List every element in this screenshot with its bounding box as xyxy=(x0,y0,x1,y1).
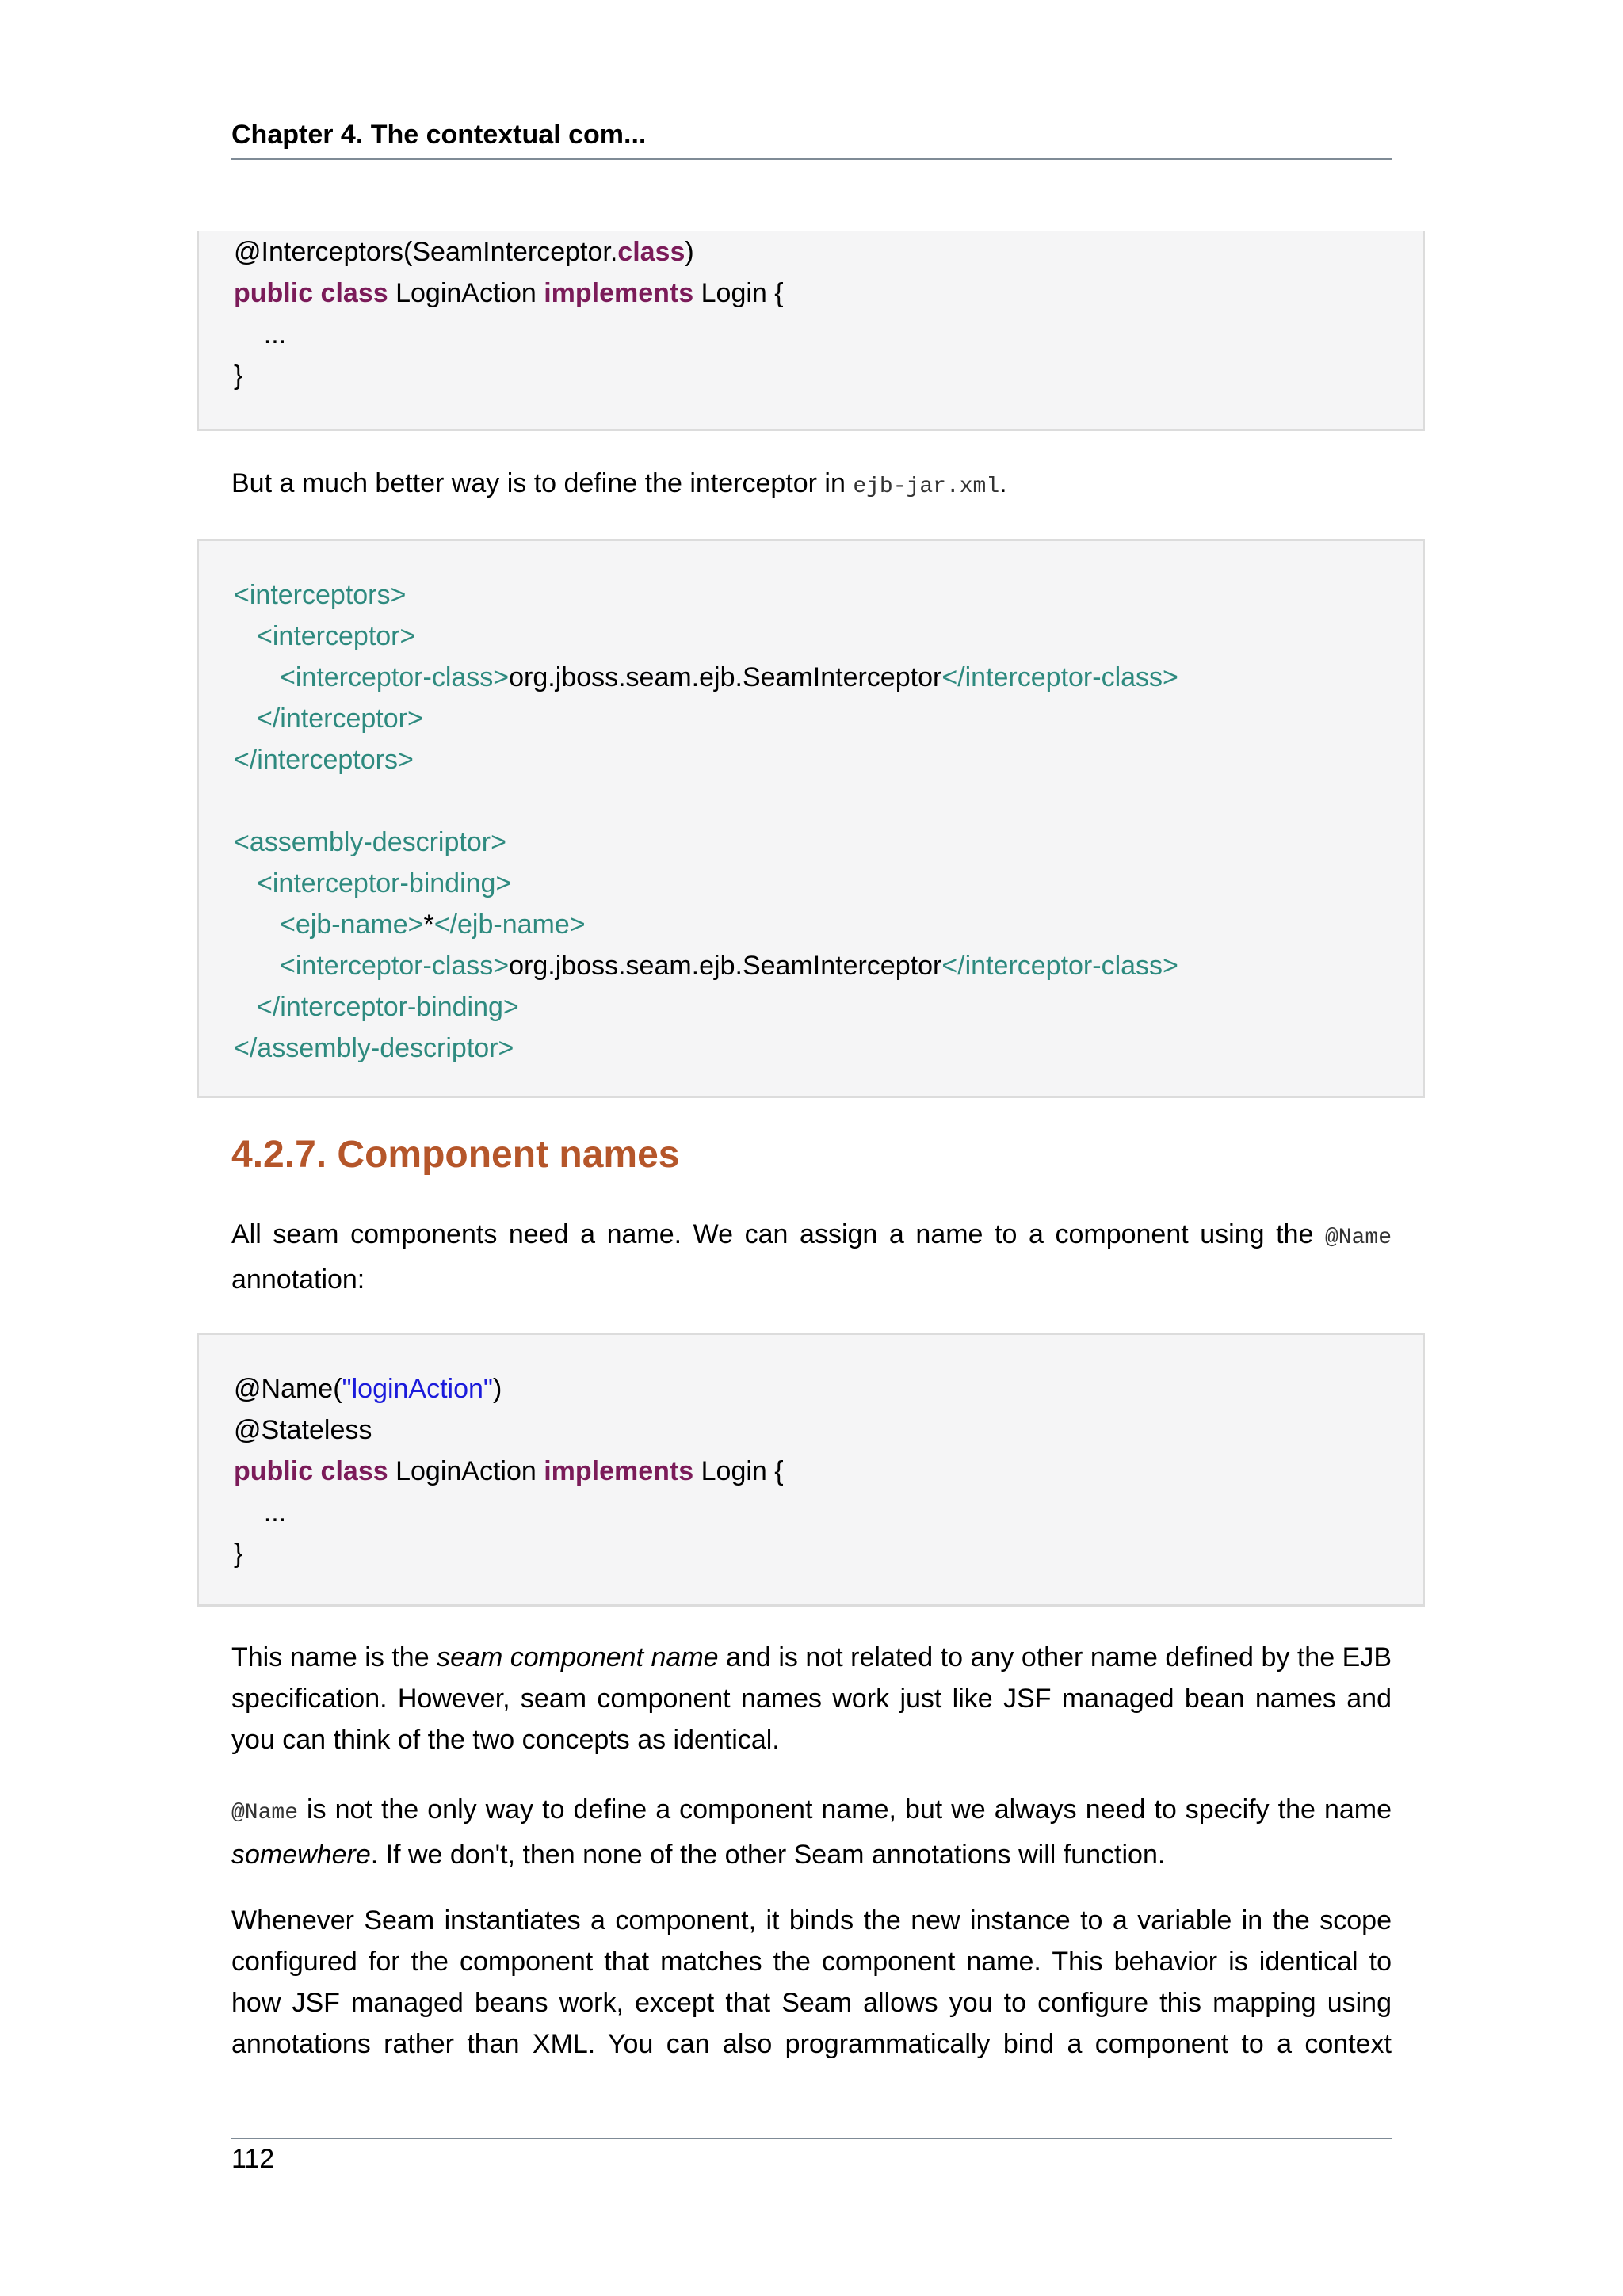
code-line: </interceptors> xyxy=(234,745,414,775)
code-line: @Interceptors(SeamInterceptor.class) xyxy=(234,237,694,267)
inline-code: @Name xyxy=(1324,1226,1392,1250)
paragraph-name-requirement: @Name is not the only way to define a component name, but we always need to specify the name somewhere. If we don't, then none of the other Seam annotations will function. xyxy=(231,1794,1392,1870)
code-line: } xyxy=(234,1539,243,1569)
code-line: ... xyxy=(234,1497,287,1527)
paragraph-interceptor-xml: But a much better way is to define the interceptor in ejb-jar.xml. xyxy=(231,468,1007,499)
code-line: @Stateless xyxy=(234,1415,372,1445)
inline-code: ejb-jar.xml xyxy=(853,475,1000,499)
code-line: <interceptor-class>org.jboss.seam.ejb.SeamInterceptor</interceptor-class> xyxy=(280,662,1178,692)
code-line: <interceptor-class>org.jboss.seam.ejb.SeamInterceptor</interceptor-class> xyxy=(280,951,1178,981)
running-header xyxy=(231,117,1392,160)
section-heading: 4.2.7. Component names xyxy=(231,1134,680,1176)
code-line: public class LoginAction implements Login { xyxy=(234,1456,784,1486)
code-line: @Name("loginAction") xyxy=(234,1374,502,1404)
page-number: 112 xyxy=(231,2144,275,2174)
inline-code: @Name xyxy=(231,1801,299,1825)
code-block-ejb-jar-xml xyxy=(197,539,1425,1098)
code-line: </interceptor> xyxy=(257,704,423,734)
code-line: <interceptor> xyxy=(257,621,416,651)
code-line: <interceptors> xyxy=(234,580,407,610)
paragraph-name-annotation: All seam components need a name. We can assign a name to a component using the @Name annotation: xyxy=(231,1219,1392,1295)
code-block-name-example xyxy=(197,1333,1425,1607)
code-block-interceptors-annotation xyxy=(197,231,1425,431)
code-line: </assembly-descriptor> xyxy=(234,1033,514,1063)
code-line: <interceptor-binding> xyxy=(257,868,512,898)
code-line: <ejb-name>*</ejb-name> xyxy=(280,910,586,940)
chapter-title: Chapter 4. The contextual com... xyxy=(231,120,647,150)
footer-rule xyxy=(231,2138,1392,2139)
code-line: <assembly-descriptor> xyxy=(234,827,506,857)
code-line: } xyxy=(234,360,243,391)
paragraph-seam-component-name: This name is the seam component name and is not related to any other name defined by the EJB specification. However, seam component names work just like JSF managed bean names and you can think of the two concepts as identical. xyxy=(231,1642,1392,1755)
paragraph-binding-behavior: Whenever Seam instantiates a component, it binds the new instance to a variable in the scope configured for the component that matches the component name. This behavior is identical to how JSF managed beans work, except that Seam allows you to configure this mapping using annotations rather than XML. You can also programmatically bind a component to a context xyxy=(231,1905,1392,2059)
code-line: public class LoginAction implements Login { xyxy=(234,278,784,308)
code-line: ... xyxy=(234,319,287,349)
code-line: </interceptor-binding> xyxy=(257,992,519,1022)
